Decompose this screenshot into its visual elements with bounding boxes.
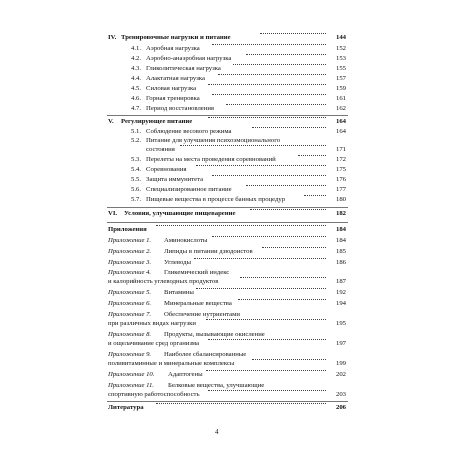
literature-title: Литература: [108, 404, 144, 411]
page-number: 159: [335, 85, 346, 92]
page-number: 186: [335, 259, 346, 266]
item-number: 5.1.: [131, 128, 142, 135]
appendix-label: Приложение 8.: [108, 331, 152, 338]
appendix-item-title: поливитаминные и минеральные комплексы: [108, 360, 235, 367]
item-number: 5.6.: [131, 186, 142, 193]
item-title: Горная тренировка: [146, 95, 200, 102]
section-divider: [107, 222, 348, 223]
appendix-item-title: и ощелачивание сред организма: [108, 340, 200, 347]
page-number: 197: [335, 340, 346, 347]
toc-item: [0, 185, 450, 195]
item-number: 4.5.: [131, 85, 142, 92]
page-number: 157: [335, 75, 346, 82]
toc-item-continuation: [0, 145, 450, 155]
leader-dots: [212, 175, 326, 176]
section-number: VI.: [108, 210, 118, 217]
appendix-item-continuation: [0, 339, 450, 349]
toc-item: [0, 104, 450, 114]
page-number: 161: [335, 95, 346, 102]
leader-dots: [218, 74, 326, 75]
appendix-item-title: Липиды в питании дзюдоистов: [164, 248, 253, 255]
leader-dots: [246, 185, 326, 186]
toc-item: [0, 94, 450, 104]
appendix-item-title: Продукты, вызывающие окисление: [164, 331, 265, 338]
appendix-title: Приложения: [108, 226, 147, 233]
appendix-item-continuation: [0, 359, 450, 369]
page-number: 176: [335, 176, 346, 183]
toc-section-4: [0, 33, 450, 43]
section-divider: [107, 115, 348, 116]
appendix-item-title: спортивную работоспособность: [108, 391, 200, 398]
section-title: Регулирующее питание: [121, 118, 193, 125]
page-number: 175: [335, 166, 346, 173]
toc-item: [0, 44, 450, 54]
item-title: Алактатная нагрузка: [146, 75, 205, 82]
toc-item: [0, 155, 450, 165]
item-title: Аэробная нагрузка: [146, 45, 200, 52]
appendix-item-continuation: [0, 390, 450, 400]
page-number: 155: [335, 65, 346, 72]
appendix-item-continuation: [0, 277, 450, 287]
appendix-label: Приложение 5.: [108, 289, 152, 296]
appendix-label: Приложение 9.: [108, 351, 152, 358]
leader-dots: [212, 236, 326, 237]
appendix-item-title: Белковые вещества, улучшающие: [168, 382, 265, 389]
item-title: Специализированное питание: [146, 186, 232, 193]
appendix-item-title: Углеводы: [164, 259, 192, 266]
leader-dots: [262, 247, 326, 248]
appendix-label: Приложение 6.: [108, 300, 152, 307]
appendix-label: Приложение 11.: [108, 382, 154, 389]
page-number: 195: [335, 320, 346, 327]
appendix-label: Приложение 4.: [108, 269, 152, 276]
leader-dots: [252, 127, 326, 128]
page-number: 152: [335, 45, 346, 52]
page-number: 182: [335, 210, 346, 217]
item-number: 4.1.: [131, 45, 142, 52]
leader-dots: [156, 403, 326, 404]
leader-dots: [156, 225, 326, 226]
appendix-item: [0, 236, 450, 246]
item-title: Питание для улучшения психоэмоционального: [146, 137, 281, 144]
item-title: Защита иммунитета: [146, 176, 204, 183]
item-number: 4.3.: [131, 65, 142, 72]
item-number: 4.6.: [131, 95, 142, 102]
appendix-item: [0, 258, 450, 268]
section-divider: [107, 207, 348, 208]
leader-dots: [208, 117, 326, 118]
item-title: Гликолитическая нагрузка: [146, 65, 221, 72]
page-number: 202: [335, 371, 346, 378]
item-number: 5.2.: [131, 137, 142, 144]
leader-dots: [260, 33, 326, 34]
appendix-item-title: Наиболее сбалансированные: [164, 351, 247, 358]
appendix-item: [0, 288, 450, 298]
appendix-label: Приложение 3.: [108, 259, 152, 266]
toc-item: [0, 195, 450, 205]
page-folio: 4: [215, 428, 219, 436]
page-number: 185: [335, 248, 346, 255]
toc-item: [0, 175, 450, 185]
leader-dots: [250, 209, 326, 210]
item-number: 5.7.: [131, 196, 142, 203]
item-title: состояния: [146, 146, 175, 153]
appendix-item: [0, 299, 450, 309]
appendix-item: [0, 370, 450, 380]
appendix-item: [0, 247, 450, 257]
item-number: 4.4.: [131, 75, 142, 82]
appendix-item-title: Обеспечение нутриентами: [164, 311, 240, 318]
section-title: Тренировочные нагрузки и питание: [121, 34, 231, 41]
item-title: Силовая нагрузка: [146, 85, 197, 92]
leader-dots: [180, 145, 326, 146]
leader-dots: [208, 84, 326, 85]
toc-item: [0, 84, 450, 94]
leader-dots: [238, 299, 326, 300]
leader-dots: [208, 390, 326, 391]
appendix-label: Приложение 1.: [108, 237, 152, 244]
leader-dots: [194, 258, 326, 259]
item-title: Пищевые вещества в процессе банных процедур: [146, 196, 286, 203]
appendix-item-title: Витамины: [164, 289, 194, 296]
page-number: 199: [335, 360, 346, 367]
appendix-item-title: Гликемический индекс: [164, 269, 230, 276]
page-number: 164: [335, 118, 346, 125]
item-number: 4.2.: [131, 55, 142, 62]
leader-dots: [212, 94, 326, 95]
section-number: IV.: [108, 34, 117, 41]
appendix-label: Приложение 2.: [108, 248, 152, 255]
leader-dots: [252, 359, 326, 360]
leader-dots: [212, 44, 326, 45]
leader-dots: [206, 319, 326, 320]
page-number: 187: [335, 278, 346, 285]
leader-dots: [196, 165, 326, 166]
item-number: 4.7.: [131, 105, 142, 112]
item-number: 5.5.: [131, 176, 142, 183]
toc-literature: [0, 403, 450, 413]
page-number: 171: [335, 146, 346, 153]
toc-item: [0, 165, 450, 175]
page-number: 184: [335, 226, 346, 233]
leader-dots: [233, 64, 326, 65]
item-number: 5.4.: [131, 166, 142, 173]
leader-dots: [208, 339, 326, 340]
leader-dots: [206, 370, 326, 371]
item-title: Соревнования: [146, 166, 187, 173]
page-number: 180: [335, 196, 346, 203]
page-number: 177: [335, 186, 346, 193]
appendix-label: Приложение 7.: [108, 311, 152, 318]
item-title: Перелеты на места проведения соревнований: [146, 156, 276, 163]
page-number: 203: [335, 391, 346, 398]
item-number: 5.3.: [131, 156, 142, 163]
item-title: Соблюдение весового режима: [146, 128, 232, 135]
toc-item: [0, 64, 450, 74]
toc-appendix-heading: [0, 225, 450, 235]
appendix-item-title: Аминокислоты: [164, 237, 208, 244]
leader-dots: [226, 104, 326, 105]
leader-dots: [298, 155, 326, 156]
toc-section-5: [0, 117, 450, 127]
appendix-item-title: и калорийность углеводных продуктов: [108, 278, 219, 285]
page-number: 162: [335, 105, 346, 112]
page-number: 153: [335, 55, 346, 62]
leader-dots: [196, 288, 326, 289]
page-number: 184: [335, 237, 346, 244]
appendix-item-title: при различных видах нагрузки: [108, 320, 196, 327]
appendix-item-title: Минеральные вещества: [164, 300, 232, 307]
toc-section-6: [0, 209, 450, 219]
appendix-item-continuation: [0, 319, 450, 329]
page-number: 172: [335, 156, 346, 163]
page-number: 192: [335, 289, 346, 296]
leader-dots: [240, 277, 326, 278]
section-title: Условия, улучшающие пищеварение: [124, 210, 236, 217]
page-number: 206: [335, 404, 346, 411]
appendix-label: Приложение 10.: [108, 371, 155, 378]
toc-item: [0, 74, 450, 84]
item-title: Аэробно-анаэробная нагрузка: [146, 55, 232, 62]
section-number: V.: [108, 118, 114, 125]
toc-item: [0, 54, 450, 64]
appendix-item-title: Адаптогены: [168, 371, 203, 378]
page-number: 144: [335, 34, 346, 41]
section-divider: [107, 401, 348, 402]
leader-dots: [246, 54, 326, 55]
leader-dots: [304, 195, 326, 196]
item-title: Период восстановления: [146, 105, 215, 112]
page-number: 194: [335, 300, 346, 307]
page-number: 164: [335, 128, 346, 135]
